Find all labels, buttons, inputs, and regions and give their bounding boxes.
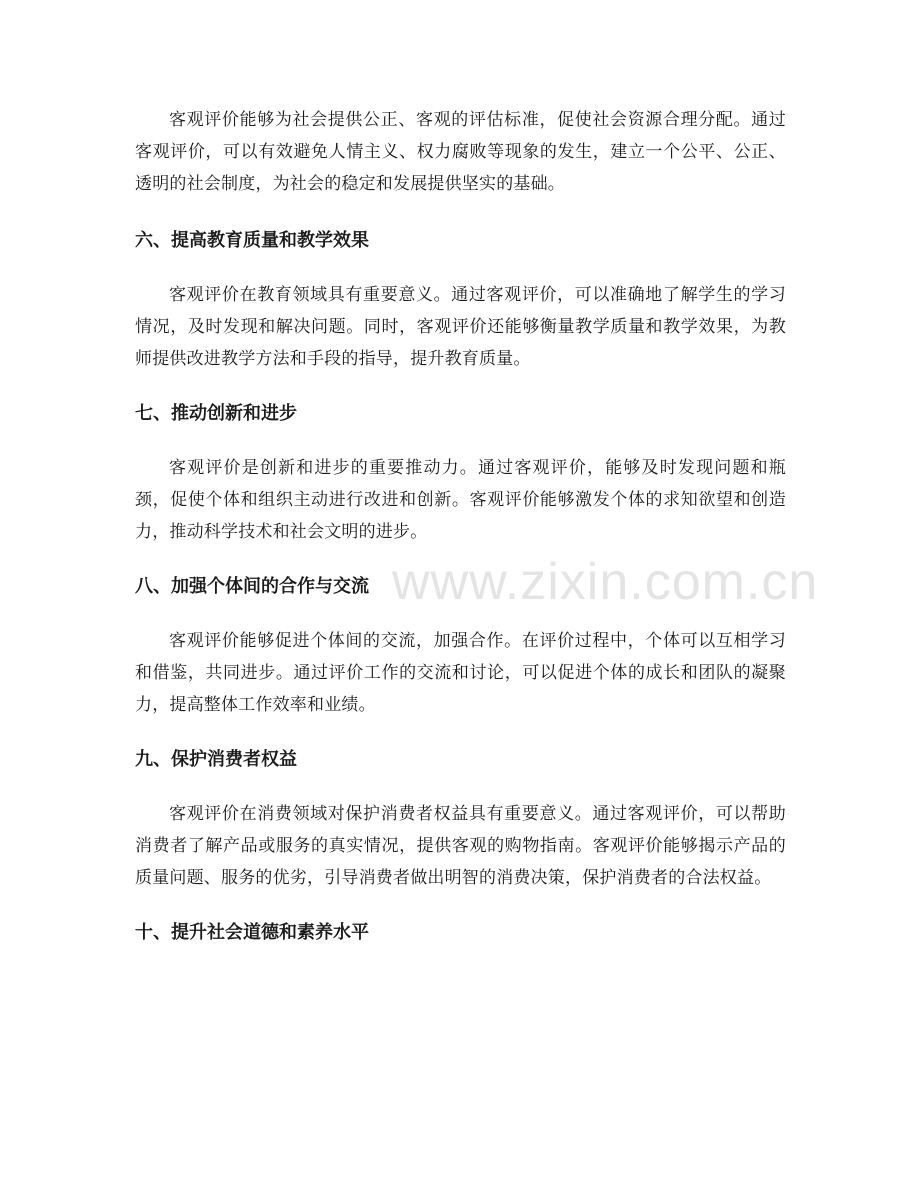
document-body: [135, 104, 786, 971]
section-heading-6: 六、提高教育质量和教学效果: [135, 230, 369, 251]
section-body-9: 客观评价在消费领域对保护消费者权益具有重要意义。通过客观评价，可以帮助消费者了解产品或服务的真实情况，提供客观的购物指南。客观评价能够揭示产品的质量问题、服务的优劣，引导消费者做出明智的消费决策，保护消费者的合法权益。: [135, 804, 786, 888]
section-heading-10: 十、提升社会道德和素养水平: [135, 922, 369, 943]
section-heading-9: 九、保护消费者权益: [135, 749, 297, 770]
watermark: www.zixin.com.cn: [392, 553, 819, 611]
section-body-6: 客观评价在教育领域具有重要意义。通过客观评价，可以准确地了解学生的学习情况，及时发现和解决问题。同时，客观评价还能够衡量教学质量和教学效果，为教师提供改进教学方法和手段的指导，提升教育质量。: [135, 285, 786, 369]
section-heading-7: 七、推动创新和进步: [135, 403, 297, 424]
section-body-8: 客观评价能够促进个体间的交流，加强合作。在评价过程中，个体可以互相学习和借鉴，共同进步。通过评价工作的交流和讨论，可以促进个体的成长和团队的凝聚力，提高整体工作效率和业绩。: [135, 631, 786, 715]
section-body-7: 客观评价是创新和进步的重要推动力。通过客观评价，能够及时发现问题和瓶颈，促使个体和组织主动进行改进和创新。客观评价能够激发个体的求知欲望和创造力，推动科学技术和社会文明的进步。: [135, 458, 786, 542]
section-heading-8: 八、加强个体间的合作与交流: [135, 576, 369, 597]
intro-paragraph: 客观评价能够为社会提供公正、客观的评估标准，促使社会资源合理分配。通过客观评价，可以有效避免人情主义、权力腐败等现象的发生，建立一个公平、公正、透明的社会制度，为社会的稳定和发展提供坚实的基础。: [135, 110, 786, 194]
